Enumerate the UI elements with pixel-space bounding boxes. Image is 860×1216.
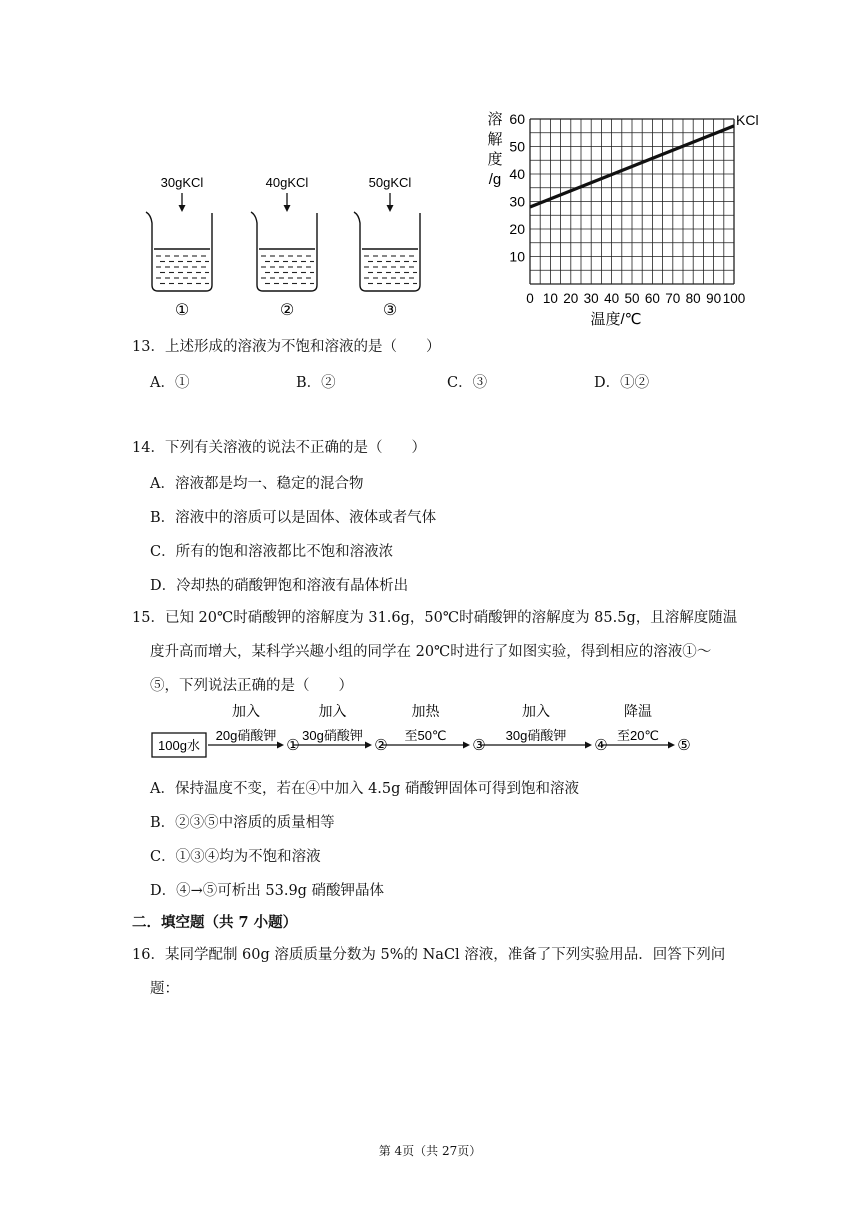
kno3-flow-diagram	[150, 703, 710, 761]
flow-step-top-label: 加入	[522, 703, 550, 719]
flow-start-label: 100g水	[158, 738, 200, 753]
chart-xtick-label: 0	[526, 291, 534, 306]
beakers-figure	[140, 165, 440, 325]
flow-step-top-label: 降温	[624, 703, 652, 719]
chart-xtick-label: 50	[624, 291, 640, 306]
question-15-stem-line1: 15．已知 20℃时硝酸钾的溶解度为 31.6g，50℃时硝酸钾的溶解度为 85.5g，且溶解度随温	[132, 610, 738, 626]
question-15-stem-line2: 度升高而增大，某科学兴趣小组的同学在 20℃时进行了如图实验，得到相应的溶液①～	[150, 644, 712, 660]
q14-option-b: B．溶液中的溶质可以是固体、液体或者气体	[150, 510, 437, 526]
page-footer: 第 4页（共 27页）	[378, 1144, 482, 1158]
beaker-arrowhead	[387, 205, 394, 212]
chart-series-label: KCl	[736, 111, 759, 128]
beaker-arrowhead	[284, 205, 291, 212]
question-16-stem-line1: 16．某同学配制 60g 溶质质量分数为 5%的 NaCl 溶液，准备了下列实验用品．回答下列问	[132, 947, 726, 963]
question-13-stem: 13．上述形成的溶液为不饱和溶液的是（ ）	[132, 339, 441, 355]
q15-option-d: D．④→⑤可析出 53.9g 硝酸钾晶体	[150, 883, 385, 899]
chart-ytick-label: 30	[509, 193, 525, 210]
flow-step-bottom-label: 30g硝酸钾	[505, 728, 567, 743]
chart-ylabel-4: /g	[488, 171, 502, 188]
chart-xtick-label: 80	[685, 291, 701, 306]
q14-option-a: A．溶液都是均一、稳定的混合物	[150, 476, 364, 492]
chart-ylabel-1: 溶	[487, 111, 503, 128]
question-14-stem: 14．下列有关溶液的说法不正确的是（ ）	[132, 440, 426, 456]
flow-result-number: ②	[374, 737, 388, 754]
chart-xlabel: 温度/℃	[590, 311, 642, 328]
chart-ytick-label: 60	[509, 111, 525, 127]
flow-step-top-label: 加入	[232, 703, 260, 719]
flow-arrowhead	[463, 742, 470, 749]
question-15-stem-line3: ⑤，下列说法正确的是（ ）	[150, 678, 353, 694]
q13-option-b: B．②	[296, 375, 336, 391]
flow-arrowhead	[365, 742, 372, 749]
chart-ytick-label: 50	[509, 138, 525, 155]
flow-result-number: ③	[472, 737, 486, 754]
q15-option-c: C．①③④均为不饱和溶液	[150, 849, 321, 865]
q13-option-a: A．①	[150, 375, 190, 391]
flow-step-bottom-label: 30g硝酸钾	[302, 728, 363, 743]
flow-arrowhead	[668, 742, 675, 749]
chart-xtick-label: 40	[604, 291, 620, 306]
flow-arrowhead	[585, 742, 592, 749]
q14-option-c: C．所有的饱和溶液都比不饱和溶液浓	[150, 544, 394, 560]
beaker-label: 30gKCl	[160, 175, 204, 190]
chart-xtick-label: 60	[644, 291, 660, 306]
chart-ytick-label: 40	[509, 166, 525, 182]
beaker-arrowhead	[179, 205, 186, 212]
q13-option-c: C．③	[447, 375, 488, 391]
beaker-outline	[354, 212, 420, 291]
chart-xtick-label: 90	[706, 291, 722, 306]
beaker-outline	[146, 212, 212, 291]
chart-xtick-label: 10	[542, 291, 558, 306]
beaker-outline	[251, 212, 317, 291]
flow-result-number: ④	[594, 737, 608, 754]
flow-arrowhead	[277, 742, 284, 749]
chart-xtick-label: 30	[583, 291, 599, 306]
question-16-stem-line2: 题：	[150, 981, 179, 997]
flow-result-number: ①	[286, 737, 300, 754]
beaker-number: ③	[382, 302, 398, 319]
q13-option-d: D．①②	[594, 375, 650, 391]
beaker-label: 50gKCl	[368, 175, 412, 190]
flow-step-bottom-label: 20g硝酸钾	[215, 728, 277, 743]
beaker-number: ①	[174, 302, 190, 319]
beaker-number: ②	[279, 302, 295, 319]
flow-step-top-label: 加入	[318, 703, 347, 719]
flow-step-bottom-label: 至50℃	[404, 728, 447, 743]
chart-ytick-label: 10	[509, 248, 525, 265]
q14-option-d: D．冷却热的硝酸钾饱和溶液有晶体析出	[150, 578, 409, 594]
beaker-label: 40gKCl	[265, 175, 309, 190]
chart-xtick-label: 100	[722, 291, 746, 306]
flow-result-number: ⑤	[677, 737, 691, 754]
chart-xtick-label: 70	[665, 291, 681, 306]
chart-ytick-label: 20	[509, 221, 525, 237]
q15-option-a: A．保持温度不变，若在④中加入 4.5g 硝酸钾固体可得到饱和溶液	[150, 781, 580, 797]
chart-ylabel-2: 解	[487, 131, 503, 148]
section-2-title: 二．填空题（共 7 小题）	[132, 914, 298, 931]
flow-step-top-label: 加热	[411, 703, 440, 719]
solubility-chart	[480, 108, 760, 330]
chart-xtick-label: 20	[563, 291, 579, 306]
q15-option-b: B．②③⑤中溶质的质量相等	[150, 815, 335, 831]
flow-step-bottom-label: 至20℃	[616, 728, 660, 743]
chart-ylabel-3: 度	[487, 151, 503, 168]
